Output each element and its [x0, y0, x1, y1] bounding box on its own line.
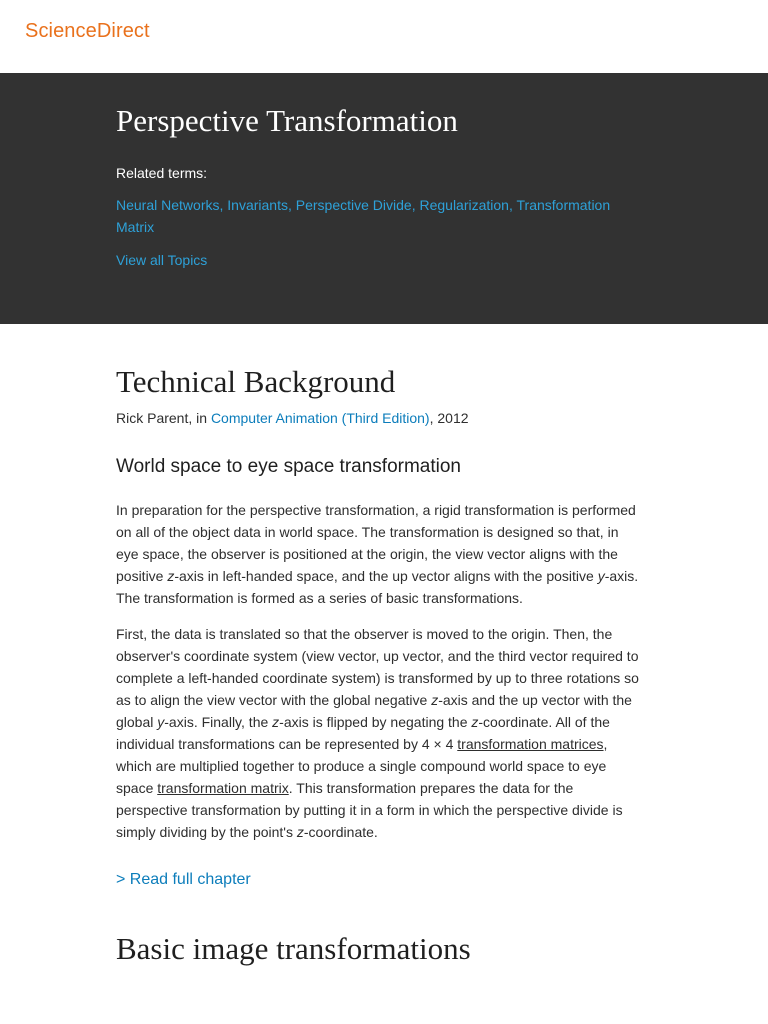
sciencedirect-logo[interactable]: ScienceDirect: [25, 20, 150, 42]
page-title: Perspective Transformation: [116, 103, 458, 138]
topic-hero: [0, 73, 768, 324]
view-all-topics: [116, 250, 636, 270]
related-term-link[interactable]: Perspective Divide: [295, 197, 412, 213]
byline: [116, 408, 642, 428]
paragraph-2: First, the data is translated so that the observer is moved to the origin. Then, the observer's coordinate system (view vector, up vector, and the third vector required to complete a left-handed coordinate system) is transformed by up to three rotations so as to align the view vector with the global negative z-axis and the up vector with the global y-axis. Finally, the z-axis is flipped by negating the z-coordinate. All of the individual transformations can be represented by 4 × 4 transformation matrices, which are multiplied together to produce a single compound world space to eye space transformation matrix. This transformation prepares the data for the perspective transformation by putting it in a form in which the perspective divide is simply dividing by the point's z-coordinate.: [116, 626, 639, 840]
byline-in: , in: [188, 410, 211, 426]
read-full-chapter: [116, 869, 642, 891]
transformation-matrix-link[interactable]: transformation matrix: [157, 780, 289, 796]
related-terms-list: [116, 194, 636, 238]
subheading: World space to eye space transformation: [116, 456, 461, 477]
term-separator: ,: [219, 197, 228, 213]
transformation-matrices-link[interactable]: transformation matrices: [457, 736, 604, 752]
section-title: Technical Background: [116, 364, 396, 399]
term-separator: ,: [508, 197, 517, 213]
author-name: Rick Parent: [116, 410, 189, 426]
top-bar: [0, 0, 768, 73]
related-term-link[interactable]: Invariants: [227, 197, 288, 213]
next-section-title: Basic image transformations: [116, 931, 471, 966]
term-separator: ,: [411, 197, 420, 213]
publication-year: , 2012: [429, 410, 469, 426]
related-terms-label: Related terms:: [116, 165, 208, 181]
hero-content: [116, 101, 636, 270]
read-full-chapter-link[interactable]: > Read full chapter: [116, 871, 251, 888]
article-content: [116, 362, 642, 969]
source-book-link[interactable]: Computer Animation (Third Edition): [210, 410, 430, 426]
term-separator: ,: [287, 197, 296, 213]
related-term-link[interactable]: Transformation Matrix: [116, 197, 611, 235]
related-term-link[interactable]: Neural Networks: [116, 197, 220, 213]
view-all-topics-link[interactable]: View all Topics: [116, 252, 208, 268]
related-term-link[interactable]: Regularization: [419, 197, 509, 213]
paragraph-1: In preparation for the perspective transformation, a rigid transformation is performed on all of the object data in world space. The transformation is designed so that, in eye space, the observer is positioned at the origin, the view vector aligns with the positive z-axis in left-handed space, and the up vector aligns with the positive y-axis. The transformation is formed as a series of basic transformations.: [116, 502, 639, 606]
